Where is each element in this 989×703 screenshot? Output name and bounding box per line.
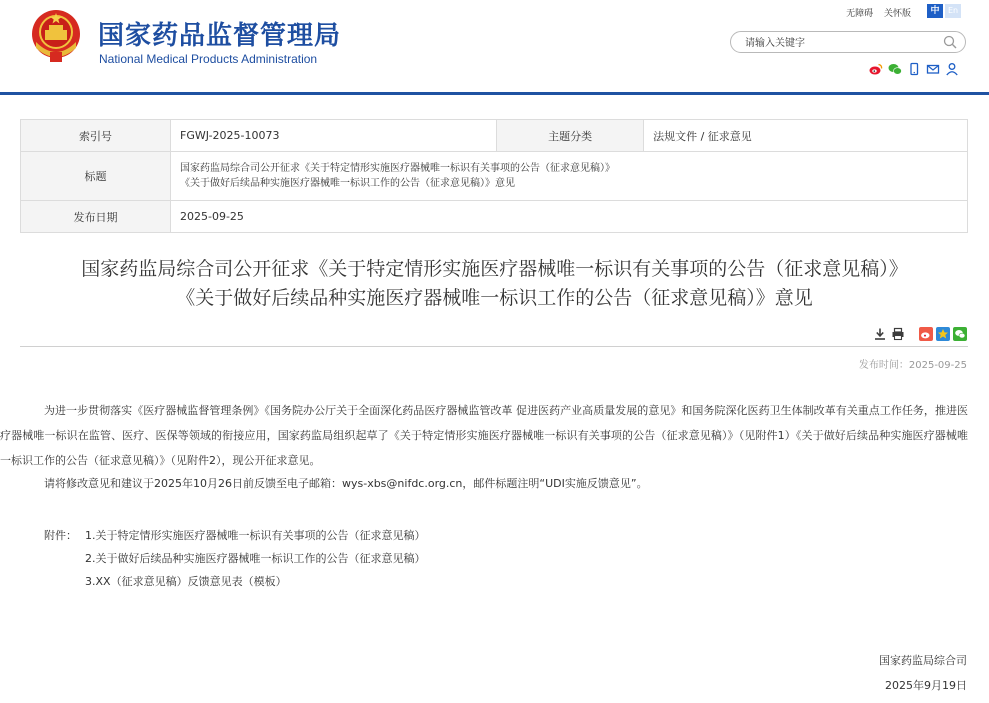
national-emblem-icon[interactable]: [30, 8, 82, 64]
accessibility-link[interactable]: 无障碍: [846, 9, 874, 19]
title-value-line1: 国家药监局综合司公开征求《关于特定情形实施医疗器械唯一标识有关事项的公告（征求意见稿）》: [180, 163, 615, 174]
table-row: [21, 152, 968, 201]
user-icon[interactable]: [945, 62, 959, 76]
date-value: 2025-09-25: [171, 201, 968, 233]
download-icon[interactable]: [873, 327, 887, 341]
lang-en-button[interactable]: En: [945, 4, 961, 18]
site-header: [0, 0, 989, 92]
search-box: [730, 31, 966, 53]
signature-date: 2025年9月19日: [885, 679, 967, 692]
article-tools: [873, 325, 967, 343]
table-row: [21, 120, 968, 152]
lang-zh-button[interactable]: 中: [927, 4, 943, 18]
attachment-link-3[interactable]: 3.XX（征求意见稿）反馈意见表（模板）: [85, 575, 287, 588]
category-value: 法规文件 / 征求意见: [644, 120, 968, 152]
attachment-link-2[interactable]: 2.关于做好后续品种实施医疗器械唯一标识工作的公告（征求意见稿）: [85, 552, 426, 565]
top-links: [838, 6, 911, 19]
weibo-share-icon[interactable]: [919, 327, 933, 341]
title-divider: [20, 346, 968, 347]
signature-org: 国家药监局综合司: [879, 654, 967, 667]
mail-icon[interactable]: [926, 62, 940, 76]
attachment-link-1[interactable]: 1.关于特定情形实施医疗器械唯一标识有关事项的公告（征求意见稿）: [85, 529, 426, 542]
title-label: 标题: [21, 152, 171, 201]
wechat-icon[interactable]: [888, 62, 902, 76]
article-paragraph-1: 为进一步贯彻落实《医疗器械监督管理条例》《国务院办公厅关于全面深化药品医疗器械监管改革 促进医药产业高质量发展的意见》和国务院深化医药卫生体制改革有关重点工作任务，推进医疗器械唯一标识在监管、医疗、医保等领域的衔接应用，国家药监局组织起草了《关于特定情形实施医疗器械唯一标识有关事项的公告（征求意见稿）》（见附件1）《关于做好后续品种实施医疗器械唯一标识工作的公告（征求意见稿）》（见附件2），现公开征求意见。: [0, 404, 968, 467]
mobile-icon[interactable]: [907, 62, 921, 76]
header-divider: [0, 92, 989, 95]
wechat-share-icon[interactable]: [953, 327, 967, 341]
article-title-line1: 国家药监局综合司公开征求《关于特定情形实施医疗器械唯一标识有关事项的公告（征求意见稿）》: [81, 258, 908, 280]
article-title: [0, 255, 989, 313]
date-label: 发布日期: [21, 201, 171, 233]
index-label: 索引号: [21, 120, 171, 152]
attachment-list: [85, 524, 426, 593]
attachment-label: 附件：: [44, 529, 77, 542]
star-icon[interactable]: [936, 327, 950, 341]
article-paragraph-2: 请将修改意见和建议于2025年10月26日前反馈至电子邮箱：wys-xbs@nifdc.org.cn，邮件标题注明“UDI实施反馈意见”。: [44, 477, 648, 490]
title-value-line2: 《关于做好后续品种实施医疗器械唯一标识工作的公告（征求意见稿）》意见: [180, 178, 515, 189]
org-name-en: National Medical Products Administration: [99, 52, 318, 66]
search-icon[interactable]: [943, 35, 957, 49]
social-links: [869, 61, 959, 77]
title-value: [171, 152, 968, 201]
category-label: 主题分类: [497, 120, 644, 152]
weibo-icon[interactable]: [869, 62, 883, 76]
index-value: FGWJ-2025-10073: [171, 120, 497, 152]
org-name-cn: 国家药品监督管理局: [98, 21, 342, 51]
document-meta-table: [20, 119, 968, 233]
publish-time: 发布时间：2025-09-25: [858, 360, 967, 371]
care-mode-link[interactable]: 关怀版: [883, 9, 911, 19]
table-row: [21, 201, 968, 233]
search-input[interactable]: [743, 34, 937, 52]
article-title-line2: 《关于做好后续品种实施医疗器械唯一标识工作的公告（征求意见稿）》意见: [176, 287, 813, 309]
print-icon[interactable]: [891, 327, 905, 341]
